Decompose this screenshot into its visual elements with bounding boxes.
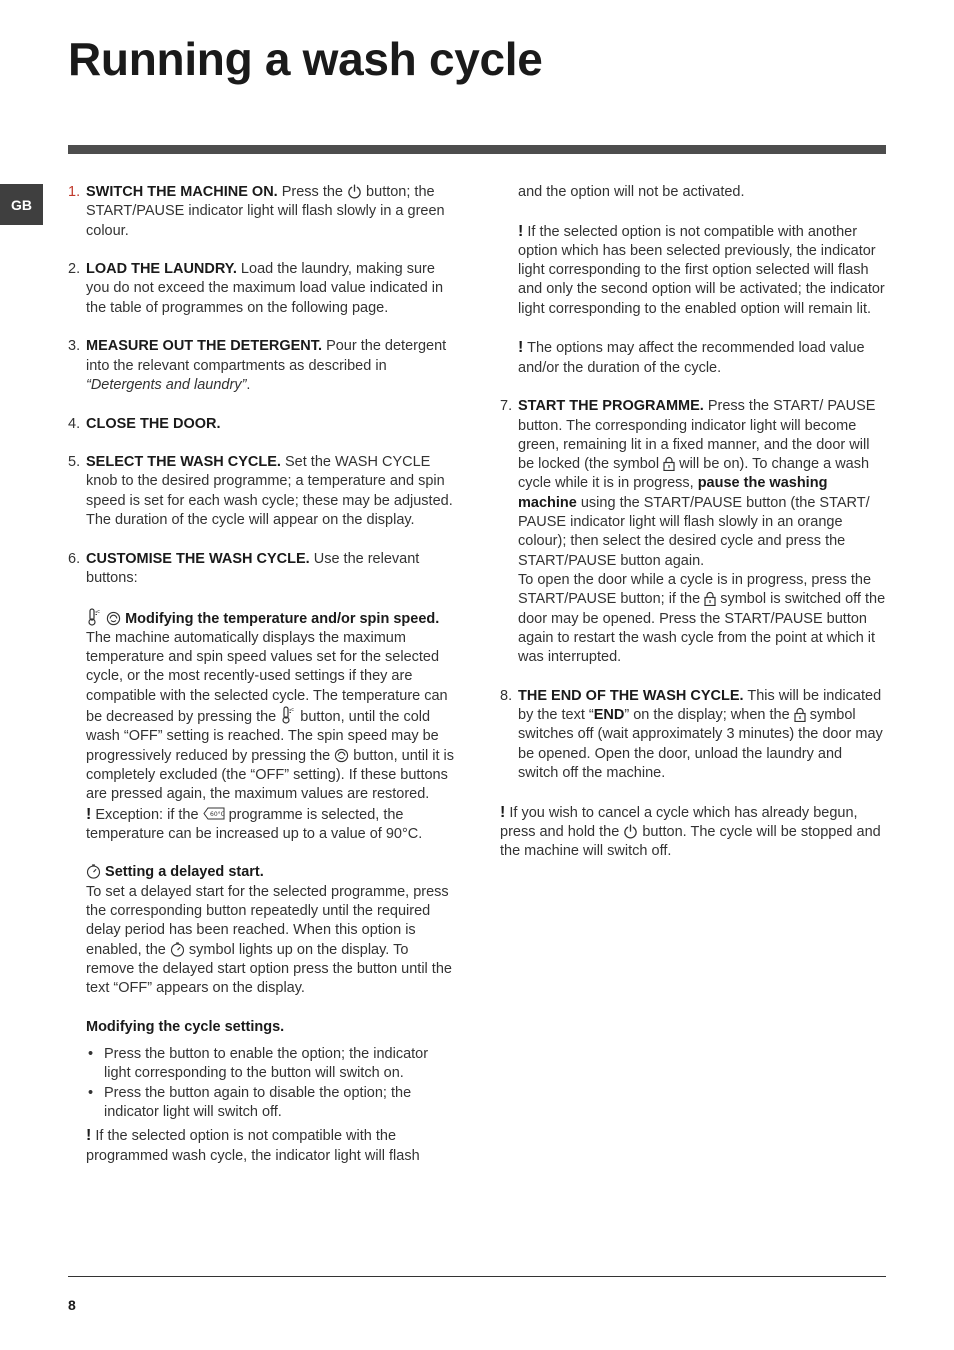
delayed-start-section [86, 863, 458, 998]
page-title: Running a wash cycle [68, 33, 543, 85]
note-text: button. The cycle will be stopped and the machine will switch off. [500, 823, 881, 860]
step-text: To open the door while a cycle is in progress, press the START/PAUSE button; if the [518, 571, 872, 608]
step-text: symbol is switched off the door may be opened. Press the START/PAUSE button again to restart the wash cycle from the point at which it was interrupted. [518, 591, 886, 666]
delay-timer-icon [86, 864, 101, 879]
step-6 [68, 550, 458, 1166]
step-text: using the START/PAUSE button (the START/ PAUSE indicator light will flash slowly in an orange colour); then select the desired cycle and press the START/PAUSE button again. [518, 494, 870, 569]
door-lock-icon [704, 591, 716, 606]
step-text: Press the START/ PAUSE button. The corresponding indicator light will become green, remaining lit in a fixed manner, and the door will be locked (the symbol [518, 398, 876, 473]
right-column [500, 183, 886, 881]
section-text: To set a delayed start for the selected programme, press the corresponding button repeatedly until the required delay period has been reached. When this option is enabled, the [86, 883, 449, 958]
warning-mark: ! [518, 339, 524, 357]
reference-title: “Detergents and laundry” [86, 376, 247, 393]
step-heading: SWITCH THE MACHINE ON. [86, 184, 278, 200]
spin-icon [334, 748, 349, 763]
step-7 [500, 397, 886, 667]
step-text: Set the WASH CYCLE knob to the desired programme; a temperature and spin speed is set for each wash cycle; these may be adjusted. The duration of the cycle will appear on the display. [86, 454, 453, 529]
section-text: symbol lights up on the display. To remove the delayed start option press the button until the text “OFF” appears on the display. [86, 941, 452, 997]
step-heading: CLOSE THE DOOR. [86, 415, 221, 432]
step-number: 2. [68, 261, 81, 278]
step-text: ” on the display; when the [624, 707, 794, 724]
step-number: 4. [68, 415, 81, 432]
step-number: 7. [500, 398, 513, 415]
left-column [68, 183, 458, 1185]
step-heading: MEASURE OUT THE DETERGENT. [86, 338, 323, 355]
step-2 [68, 260, 458, 318]
step-text: will be on). To change a wash cycle while it is in progress, [518, 456, 870, 492]
continued-text: and the option will not be activated. [518, 184, 745, 200]
step-text: button; the START/PAUSE indicator light will flash slowly in a green colour. [86, 184, 445, 239]
svg-text:c: c [291, 707, 295, 714]
door-lock-icon [794, 707, 806, 722]
step-number: 8. [500, 687, 513, 704]
step-text: . [246, 376, 251, 393]
step-text: Pour the detergent into the relevant compartments as described in [86, 338, 447, 374]
section-text: The machine automatically displays the maximum temperature and spin speed values set for the selected cycle, or the most recently-used settings if they are compatible with the selected cycle. The temperature can be decreased by pressing the [86, 629, 448, 726]
step-number: 3. [68, 338, 81, 355]
power-icon [623, 824, 638, 839]
highlight-text: pause the washing machine [518, 475, 828, 511]
programme-icon-label: 60°C [209, 810, 225, 818]
spin-icon [106, 611, 121, 626]
step-text: Use the relevant buttons: [86, 550, 420, 586]
section-text: button, until the cold wash “OFF” setting is reached. The spin speed may be progressively reduced by pressing the [86, 709, 439, 764]
modify-settings-section [86, 1018, 458, 1166]
warning-mark: ! [500, 803, 506, 821]
step-number: 5. [68, 454, 81, 471]
footer-rule [68, 1276, 886, 1277]
step-text: Press the [277, 184, 348, 200]
cancel-cycle-note [500, 803, 886, 862]
delayed-start-title: Setting a delayed start. [105, 864, 264, 881]
step-heading: LOAD THE LAUNDRY. [86, 261, 237, 278]
step-8 [500, 687, 886, 783]
end-display-text: END [593, 707, 625, 724]
step-4 [68, 415, 458, 434]
svg-text:c: c [97, 608, 100, 615]
step-1 [68, 183, 458, 241]
step-heading: CUSTOMISE THE WASH CYCLE. [86, 550, 310, 567]
section-text: button, until it is completely excluded (the “OFF” setting). If these buttons are pressed again, the maximum values are restored. [86, 747, 455, 803]
warning-mark: ! [86, 1127, 92, 1145]
step-number: 1. [68, 184, 81, 200]
warning-mark: ! [86, 805, 92, 823]
step-heading: THE END OF THE WASH CYCLE. [518, 687, 744, 704]
temperature-spin-title: Modifying the temperature and/or spin speed. [125, 610, 440, 627]
note-text: The options may affect the recommended load value and/or the duration of the cycle. [518, 340, 865, 376]
list-item: • Press the button again to disable the option; the indicator light will switch off. [86, 1084, 458, 1123]
step-3 [68, 337, 458, 395]
modify-settings-list [86, 1045, 458, 1122]
language-tab: GB [0, 184, 43, 225]
step-text: This will be indicated by the text “ [518, 687, 882, 724]
note-text: If you wish to cancel a cycle which has already begun, press and hold the [500, 804, 858, 840]
exception-text: Exception: if the [91, 806, 203, 823]
delay-timer-icon [170, 942, 185, 957]
step-number: 6. [68, 550, 81, 567]
door-lock-icon [663, 456, 675, 471]
temperature-spin-section [86, 608, 458, 845]
step-heading: SELECT THE WASH CYCLE. [86, 454, 281, 471]
step-5 [68, 453, 458, 530]
options-note [518, 338, 886, 378]
step-text: symbol switches off (wait approximately 3 minutes) the door may be opened. Open the door, unload the laundry and switch off the machine. [518, 707, 883, 781]
compatibility-note [86, 1126, 458, 1166]
step-heading: START THE PROGRAMME. [518, 398, 704, 415]
exception-text: programme is selected, the temperature can be increased up to a value of 90°C. [86, 806, 423, 842]
header-rule [68, 145, 886, 154]
modify-settings-title: Modifying the cycle settings. [86, 1018, 285, 1035]
note-text: If the selected option is not compatible with the programmed wash cycle, the indicator light will flash [86, 1128, 420, 1164]
compatibility-note [518, 222, 886, 319]
note-text: If the selected option is not compatible with another option which has been selected previously, the indicator light corresponding to the first option selected will flash and only the second option will be activated; the indicator light corresponding to the enabled option will remain lit. [518, 223, 885, 317]
programme-icon [203, 807, 225, 820]
page-number: 8 [68, 1297, 76, 1313]
step-text: Load the laundry, making sure you do not exceed the maximum load value indicated in the table of programmes on the following page. [86, 261, 444, 316]
power-icon [347, 184, 362, 199]
thermometer-icon [280, 706, 296, 724]
list-item: • Press the button to enable the option; the indicator light corresponding to the button will switch on. [86, 1045, 458, 1084]
warning-mark: ! [518, 222, 524, 240]
thermometer-icon [86, 608, 102, 626]
